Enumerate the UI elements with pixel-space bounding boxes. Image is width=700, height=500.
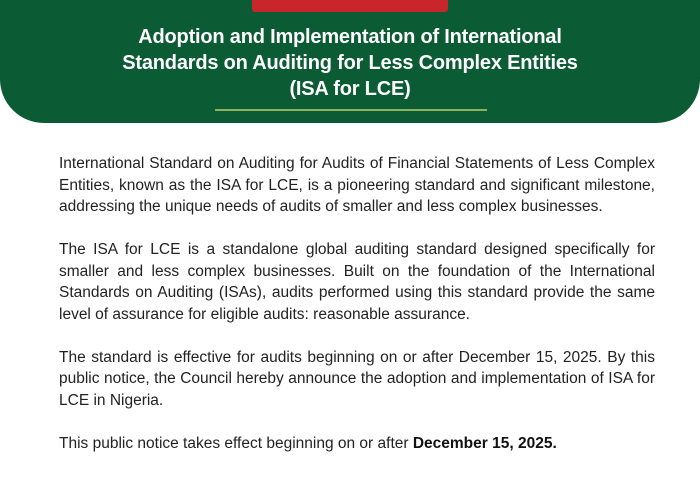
paragraph-description: The ISA for LCE is a standalone global auditing standard designed specifically for smaller and less complex businesses. Built on the foundation of the International Standards on Auditing (ISAs), audits performed using this standard provide the same level of assurance for eligible audits: reasonable assurance. [59, 241, 655, 323]
page-title [40, 24, 660, 102]
paragraph-effective: The standard is effective for audits beginning on or after December 15, 2025. By this public notice, the Council hereby announce the adoption and implementation of ISA for LCE in Nigeria. [59, 348, 655, 409]
effective-date: December 15, 2025. [412, 434, 557, 452]
public-notice-badge [252, 0, 448, 12]
paragraph-closing [59, 433, 655, 455]
title-line-3: (ISA for LCE) [289, 78, 411, 100]
closing-text: This public notice takes effect beginning on or after [59, 434, 413, 452]
badge-label [252, 0, 448, 2]
notice-body [59, 153, 655, 476]
title-line-1: Adoption and Implementation of International [138, 26, 562, 48]
title-line-2: Standards on Auditing for Less Complex Entities [122, 52, 578, 74]
title-divider [215, 109, 487, 111]
header-banner [0, 0, 700, 123]
paragraph-intro: International Standard on Auditing for Audits of Financial Statements of Less Complex Entities, known as the ISA for LCE, is a pioneering standard and significant milestone, addressing the unique needs of audits of smaller and less complex businesses. [59, 155, 655, 215]
